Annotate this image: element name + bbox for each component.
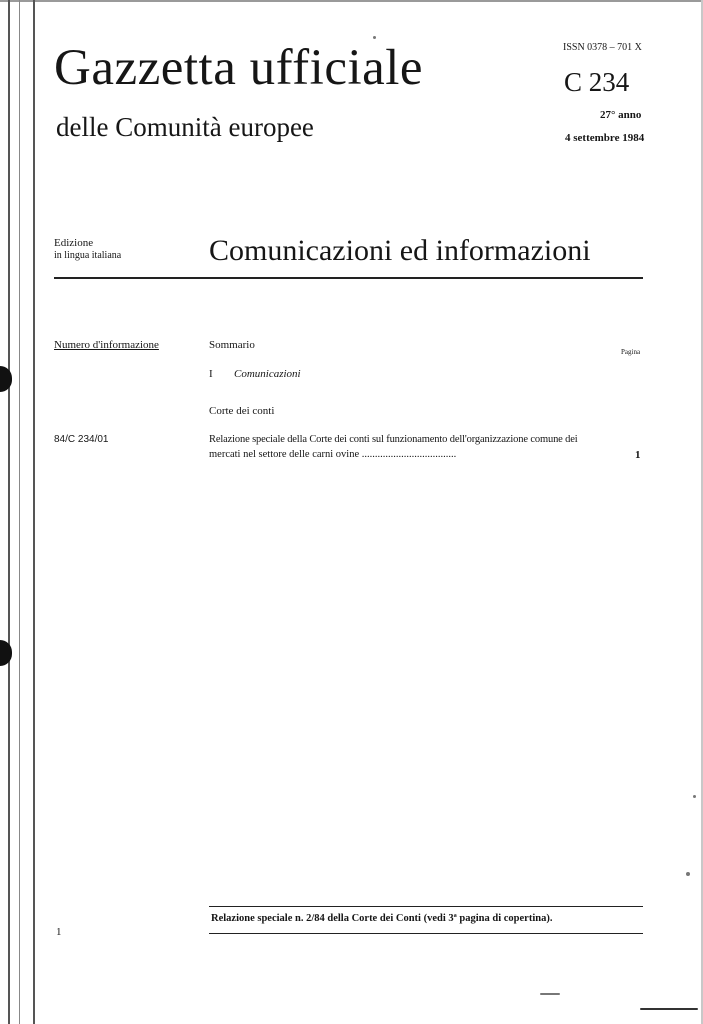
issue-date: 4 settembre 1984 xyxy=(565,132,645,144)
scan-speck xyxy=(693,795,696,798)
footer-rule-top xyxy=(209,906,643,907)
footer-note: Relazione speciale n. 2/84 della Corte dei Conti (vedi 3ª pagina di copertina). xyxy=(211,913,553,924)
subsection-heading: Corte dei conti xyxy=(209,405,275,417)
entry-reference-number: 84/C 234/01 xyxy=(54,434,109,445)
section-divider xyxy=(54,277,643,279)
scan-speck xyxy=(640,1008,698,1010)
page-column-heading: Pagina xyxy=(621,348,641,356)
scan-speck xyxy=(373,36,376,39)
entry-page-number: 1 xyxy=(635,449,641,461)
section-title: Comunicazioni ed informazioni xyxy=(209,234,591,267)
part-title: Comunicazioni xyxy=(234,368,301,380)
footer-rule-bottom xyxy=(209,933,643,934)
edition-language: in lingua italiana xyxy=(54,250,122,261)
scan-binding-edge xyxy=(0,0,36,1024)
scan-top-edge xyxy=(0,0,703,2)
entry-title-line: mercati nel settore delle carni ovine .................................... xyxy=(209,449,457,460)
summary-heading: Sommario xyxy=(209,339,255,351)
part-number: I xyxy=(209,368,213,380)
volume-year: 27° anno xyxy=(600,109,642,121)
issue-number: C 234 xyxy=(564,67,630,97)
entry-title-line: Relazione speciale della Corte dei conti sul funzionamento dell'organizzazione comune dei xyxy=(209,434,578,445)
issn-number: ISSN 0378 – 701 X xyxy=(563,42,642,53)
page-number: 1 xyxy=(56,926,62,938)
publication-title: Gazzetta ufficiale xyxy=(54,40,424,96)
scan-speck xyxy=(686,872,690,876)
publication-subtitle: delle Comunità europee xyxy=(56,112,314,142)
edition-label: Edizione xyxy=(54,237,94,249)
info-number-heading: Numero d'informazione xyxy=(54,339,159,351)
scan-speck xyxy=(540,993,560,995)
